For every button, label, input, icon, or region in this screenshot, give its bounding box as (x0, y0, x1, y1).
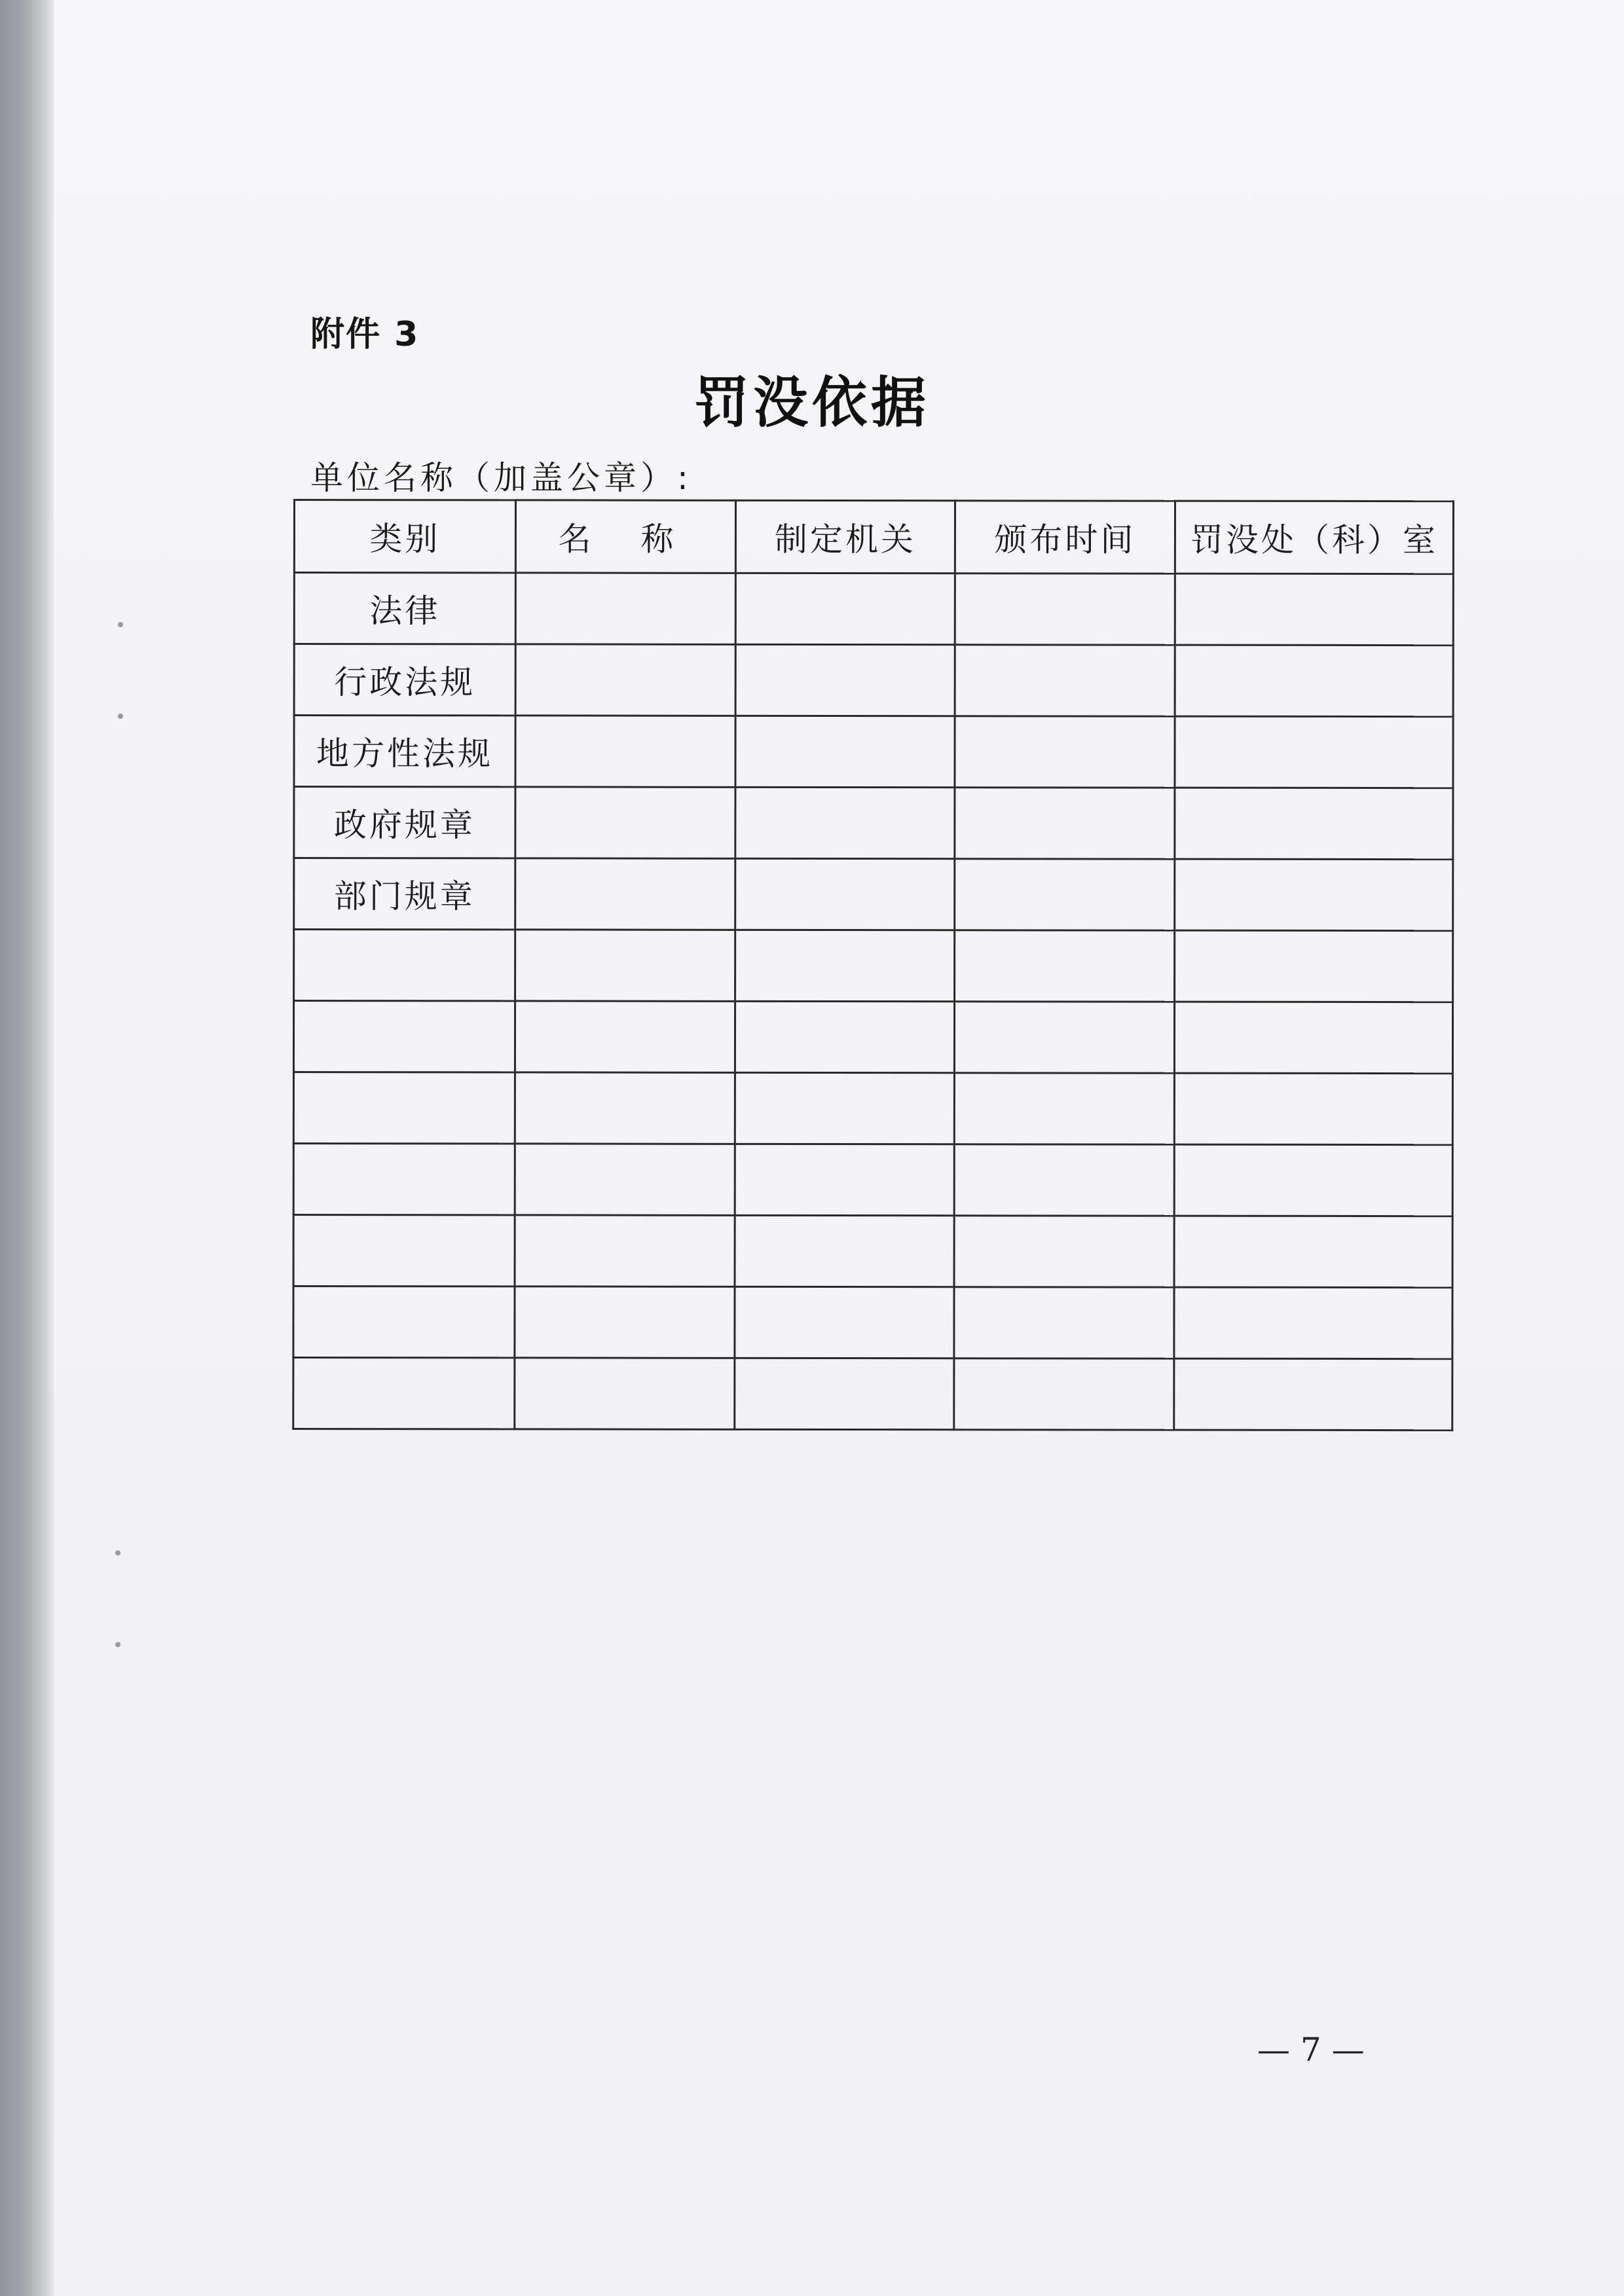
cell-name (515, 1144, 735, 1215)
cell-issuing-authority (735, 573, 955, 644)
cell-department (1175, 574, 1453, 646)
cell-category: 法律 (294, 573, 515, 644)
header-department: 罚没处（科）室 (1175, 501, 1453, 574)
table-row (293, 1072, 1452, 1145)
cell-category: 政府规章 (294, 787, 515, 858)
cell-issue-date (955, 716, 1175, 788)
page-number: — 7 — (1257, 2031, 1365, 2069)
cell-category: 部门规章 (294, 858, 515, 930)
binding-hole-mark (115, 1642, 120, 1647)
table-row (294, 716, 1453, 788)
cell-issue-date (954, 1358, 1174, 1430)
cell-issue-date (954, 1073, 1174, 1144)
penalty-basis-table (292, 499, 1454, 1431)
cell-issuing-authority (735, 1215, 954, 1286)
cell-issue-date (954, 1216, 1174, 1287)
cell-issuing-authority (735, 716, 955, 787)
header-category: 类别 (294, 500, 515, 573)
cell-category (294, 930, 515, 1001)
cell-category (293, 1215, 515, 1286)
table-row (293, 1001, 1452, 1074)
cell-department (1174, 1073, 1452, 1145)
cell-issue-date (955, 645, 1175, 716)
cell-category (293, 1286, 515, 1358)
cell-department (1175, 930, 1453, 1002)
cell-issue-date (955, 574, 1175, 645)
cell-department (1175, 716, 1453, 788)
table-row (294, 573, 1453, 646)
cell-name (515, 644, 735, 716)
binding-hole-mark (118, 714, 123, 719)
attachment-label: 附件 3 (310, 315, 420, 354)
cell-issue-date (955, 788, 1175, 859)
cell-department (1174, 1287, 1452, 1359)
cell-issue-date (955, 930, 1175, 1002)
cell-name (515, 1001, 735, 1072)
cell-category: 地方性法规 (294, 716, 515, 787)
cell-name (515, 1358, 735, 1429)
cell-issue-date (954, 1002, 1174, 1073)
cell-department (1175, 645, 1453, 717)
cell-department (1174, 1358, 1452, 1430)
table-row (293, 1286, 1452, 1359)
cell-issue-date (955, 859, 1175, 930)
table-row (293, 1215, 1452, 1288)
table-row (294, 930, 1453, 1002)
cell-name (515, 787, 735, 858)
cell-issuing-authority (735, 1358, 954, 1429)
cell-name (515, 858, 735, 930)
table-row (294, 644, 1453, 717)
cell-category: 行政法规 (294, 644, 515, 716)
scanner-edge-shadow (0, 0, 54, 2296)
header-issuing-authority: 制定机关 (735, 500, 955, 573)
cell-name (515, 716, 735, 787)
binding-hole-mark (118, 622, 123, 627)
cell-department (1175, 788, 1453, 860)
cell-issuing-authority (735, 930, 955, 1001)
cell-issuing-authority (735, 1001, 954, 1072)
cell-issuing-authority (735, 1144, 954, 1215)
cell-issuing-authority (735, 1286, 954, 1358)
cell-issuing-authority (735, 787, 955, 858)
cell-category (293, 1358, 515, 1429)
cell-category (293, 1001, 515, 1072)
cell-department (1174, 1144, 1452, 1216)
page-title: 罚没依据 (693, 370, 930, 435)
cell-name (515, 930, 735, 1001)
table-row (293, 1358, 1452, 1430)
table-row (293, 1144, 1452, 1216)
cell-issuing-authority (735, 644, 955, 716)
table-row (294, 787, 1453, 860)
cell-name (515, 1286, 735, 1358)
cell-issue-date (954, 1287, 1174, 1358)
header-name: 名 称 (515, 500, 735, 573)
cell-name (515, 1215, 735, 1286)
cell-department (1175, 859, 1453, 931)
header-issue-date: 颁布时间 (955, 501, 1175, 574)
cell-issuing-authority (735, 1072, 954, 1144)
cell-category (293, 1144, 515, 1215)
table-header-row (294, 500, 1453, 574)
cell-name (515, 573, 735, 644)
cell-name (515, 1072, 735, 1144)
unit-name-label: 单位名称（加盖公章）: (310, 459, 692, 497)
cell-issuing-authority (735, 858, 955, 930)
cell-department (1174, 1002, 1452, 1074)
binding-hole-mark (115, 1550, 120, 1556)
cell-category (293, 1072, 515, 1144)
table-body (293, 573, 1454, 1430)
cell-department (1174, 1216, 1452, 1288)
table-row (294, 858, 1453, 931)
cell-issue-date (954, 1144, 1174, 1216)
